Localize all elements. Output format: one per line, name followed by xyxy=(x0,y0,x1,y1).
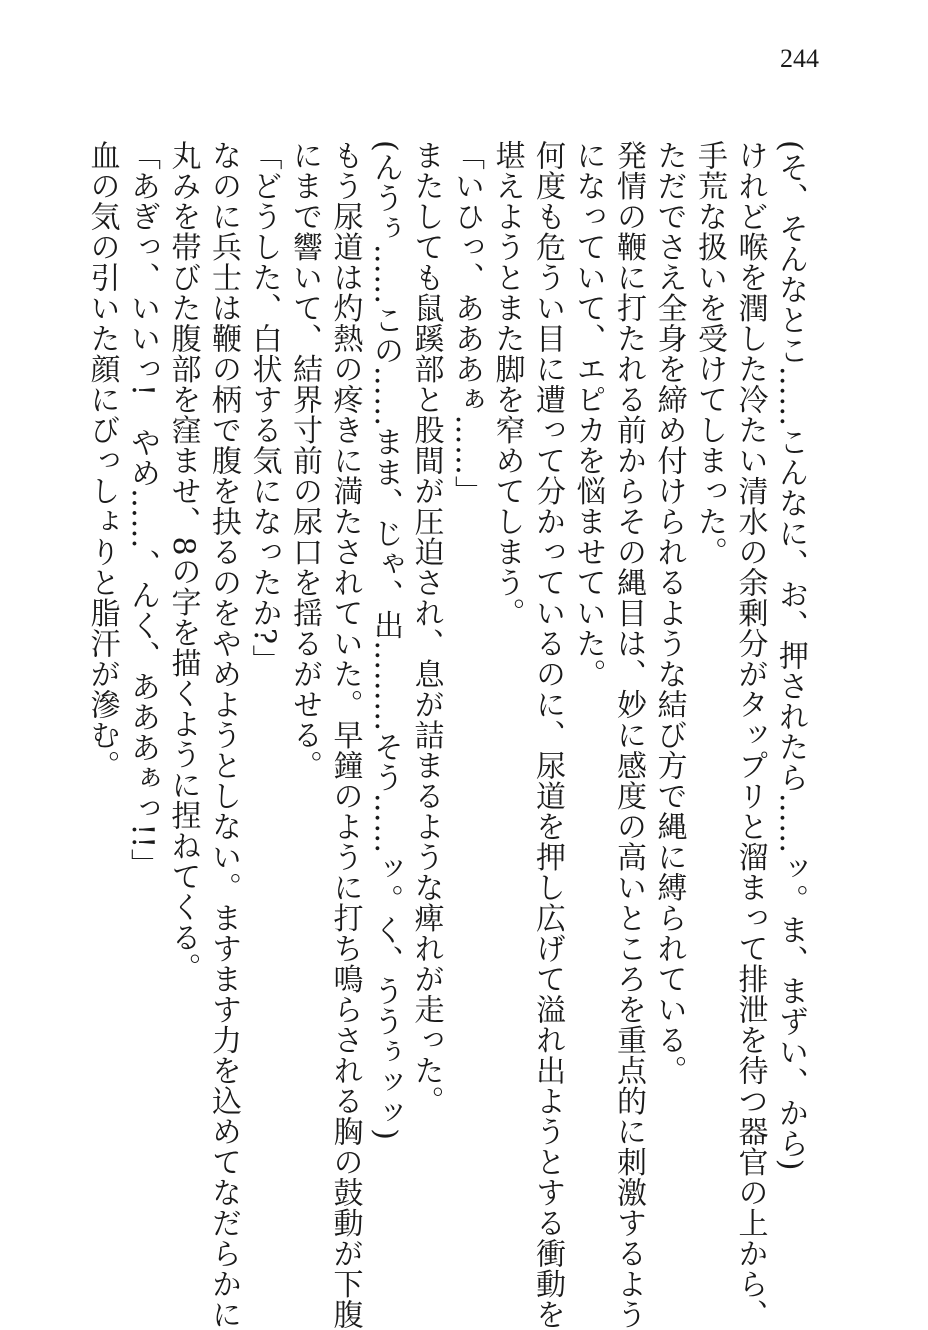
page-number: 244 xyxy=(780,44,819,73)
text-line: ただでさえ全身を締め付けられるような結び方で縄に縛られている。 xyxy=(651,140,687,1086)
text-line: 「どうした、白状する気になったか?」 xyxy=(246,140,282,676)
text-line: 血の気の引いた顔にびっしょりと脂汗が滲む。 xyxy=(84,140,120,781)
text-line: もう尿道は灼熱の疼きに満たされていた。早鐘のように打ち鳴らされる胸の鼓動が下腹 xyxy=(327,140,363,1330)
text-line: 「いひっ、あああぁ……」 xyxy=(449,140,484,506)
text-line: (んうぅ……この……まま、じゃ、出………そう……ッ。く、ううぅッッ) xyxy=(368,140,403,1141)
text-line: 発情の鞭に打たれる前からその縄目は、妙に感度の高いところを重点的に刺激するよう xyxy=(611,140,646,1330)
text-line: 丸みを帯びた腹部を窪ませ、8の字を描くように捏ねてくる。 xyxy=(165,140,201,984)
text-line: 「あぎっ、いいっ! やめ……、んく、あああぁっ!!」 xyxy=(125,140,160,880)
text-line: またしても鼠蹊部と股間が圧迫され、息が詰まるような痺れが走った。 xyxy=(408,140,444,1116)
body-text xyxy=(81,140,810,1330)
text-line: 手荒な扱いを受けてしまった。 xyxy=(692,140,727,567)
text-line: 何度も危うい目に遭って分かっているのに、尿道を押し広げて溢れ出ようとする衝動を xyxy=(530,140,565,1330)
text-line: 堪えようとまた脚を窄めてしまう。 xyxy=(489,140,525,628)
text-line: なのに兵士は鞭の柄で腹を抉るのをやめようとしない。ますます力を込めてなだらかに xyxy=(206,140,241,1330)
text-line: (そ、そんなとこ……こんなに、お、押されたら……ッ。ま、まずい、から) xyxy=(773,140,808,1171)
text-line: にまで響いて、結界寸前の尿口を揺るがせる。 xyxy=(287,140,322,781)
text-line: けれど喉を潤した冷たい清水の余剰分がタップリと溜まって排泄を待つ器官の上から、 xyxy=(732,140,768,1330)
text-line: になっていて、エピカを悩ませていた。 xyxy=(570,140,606,689)
